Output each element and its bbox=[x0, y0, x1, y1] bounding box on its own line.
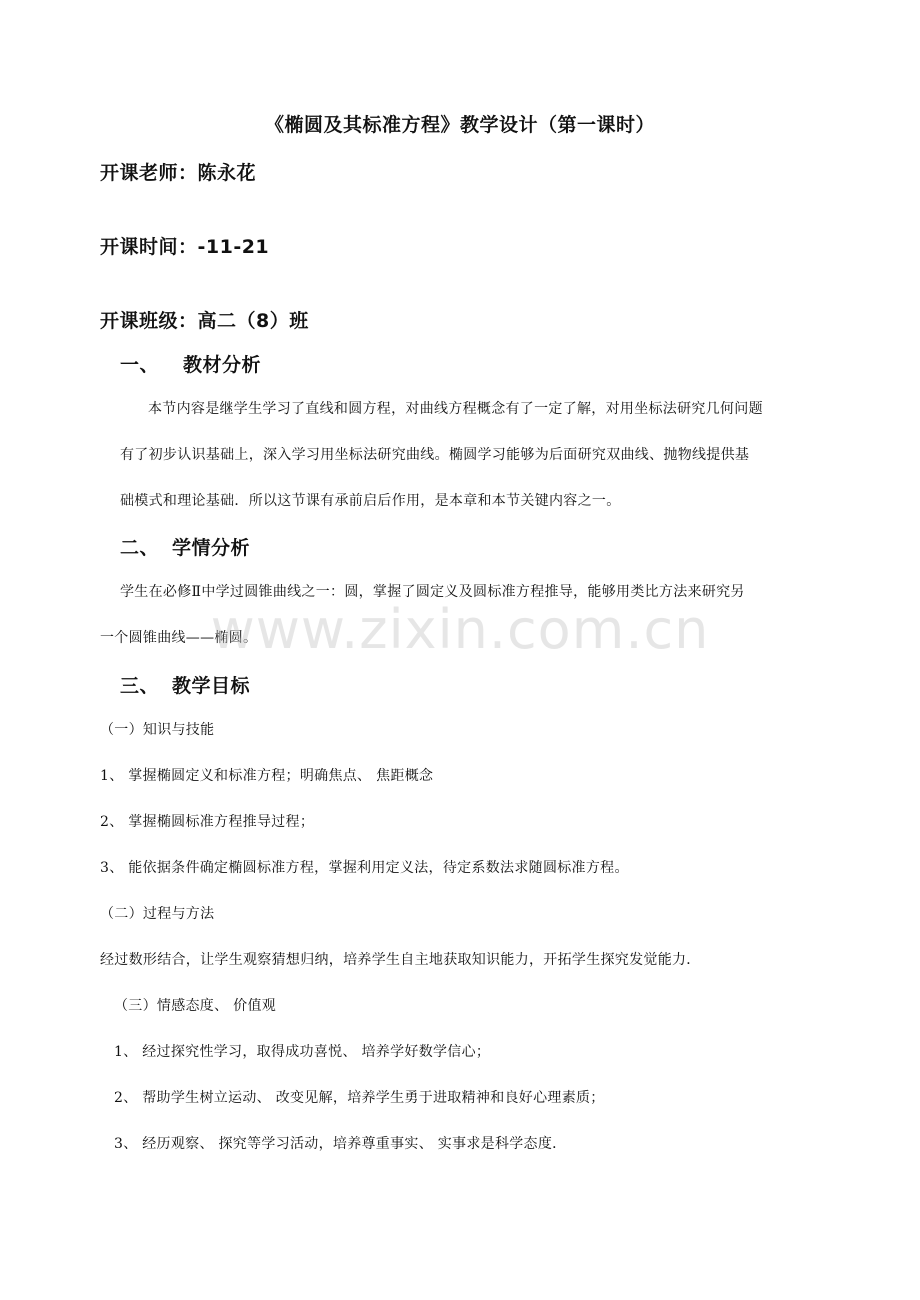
time-line: 开课时间：-11-21 bbox=[100, 236, 270, 258]
section-2-line-1: 学生在必修Ⅱ中学过圆锥曲线之一：圆，掌握了圆定义及圆标准方程推导，能够用类比方法来研究另 bbox=[120, 584, 745, 600]
section-1-line-1: 本节内容是继学生学习了直线和圆方程，对曲线方程概念有了一定了解，对用坐标法研究几何问题 bbox=[148, 401, 763, 417]
attitude-item-1: 1、 经过探究性学习，取得成功喜悦、 培养学好数学信心； bbox=[114, 1044, 491, 1060]
section-1-line-2: 有了初步认识基础上，深入学习用坐标法研究曲线。椭圆学习能够为后面研究双曲线、抛物线提供基 bbox=[120, 447, 750, 463]
section-3-heading: 教学目标 bbox=[172, 675, 251, 697]
attitude-item-2: 2、 帮助学生树立运动、 改变见解，培养学生勇于进取精神和良好心理素质； bbox=[114, 1090, 605, 1106]
section-1-heading: 教材分析 bbox=[183, 354, 262, 376]
attitude-item-3: 3、 经历观察、 探究等学习活动，培养尊重事实、 实事求是科学态度． bbox=[114, 1136, 567, 1152]
knowledge-item-3: 3、 能依据条件确定椭圆标准方程，掌握利用定义法，待定系数法求随圆标准方程。 bbox=[100, 860, 629, 876]
section-3-number: 三、 bbox=[120, 675, 160, 697]
section-1-line-3: 础模式和理论基础．所以这节课有承前启后作用，是本章和本节关键内容之一。 bbox=[120, 493, 621, 509]
section-1-number: 一、 bbox=[120, 354, 160, 376]
class-line: 开课班级：高二（8）班 bbox=[100, 310, 309, 332]
section-2-number: 二、 bbox=[120, 537, 160, 559]
knowledge-item-2: 2、 掌握椭圆标准方程推导过程； bbox=[100, 814, 315, 830]
document-title: 《椭圆及其标准方程》教学设计（第一课时） bbox=[264, 114, 655, 136]
watermark: www.zixin.com.cn bbox=[210, 598, 710, 661]
process-paragraph: 经过数形结合，让学生观察猜想归纳，培养学生自主地获取知识能力，开拓学生探究发觉能力． bbox=[100, 952, 701, 968]
teacher-line: 开课老师：陈永花 bbox=[100, 162, 257, 184]
section-2-line-2: 一个圆锥曲线——椭圆。 bbox=[100, 630, 258, 646]
knowledge-item-1: 1、 掌握椭圆定义和标准方程；明确焦点、 焦距概念 bbox=[100, 768, 434, 784]
section-2-heading: 学情分析 bbox=[172, 537, 251, 559]
subsection-attitude: （三）情感态度、 价值观 bbox=[114, 998, 277, 1014]
subsection-process: （二）过程与方法 bbox=[100, 906, 215, 922]
subsection-knowledge: （一）知识与技能 bbox=[100, 722, 215, 738]
